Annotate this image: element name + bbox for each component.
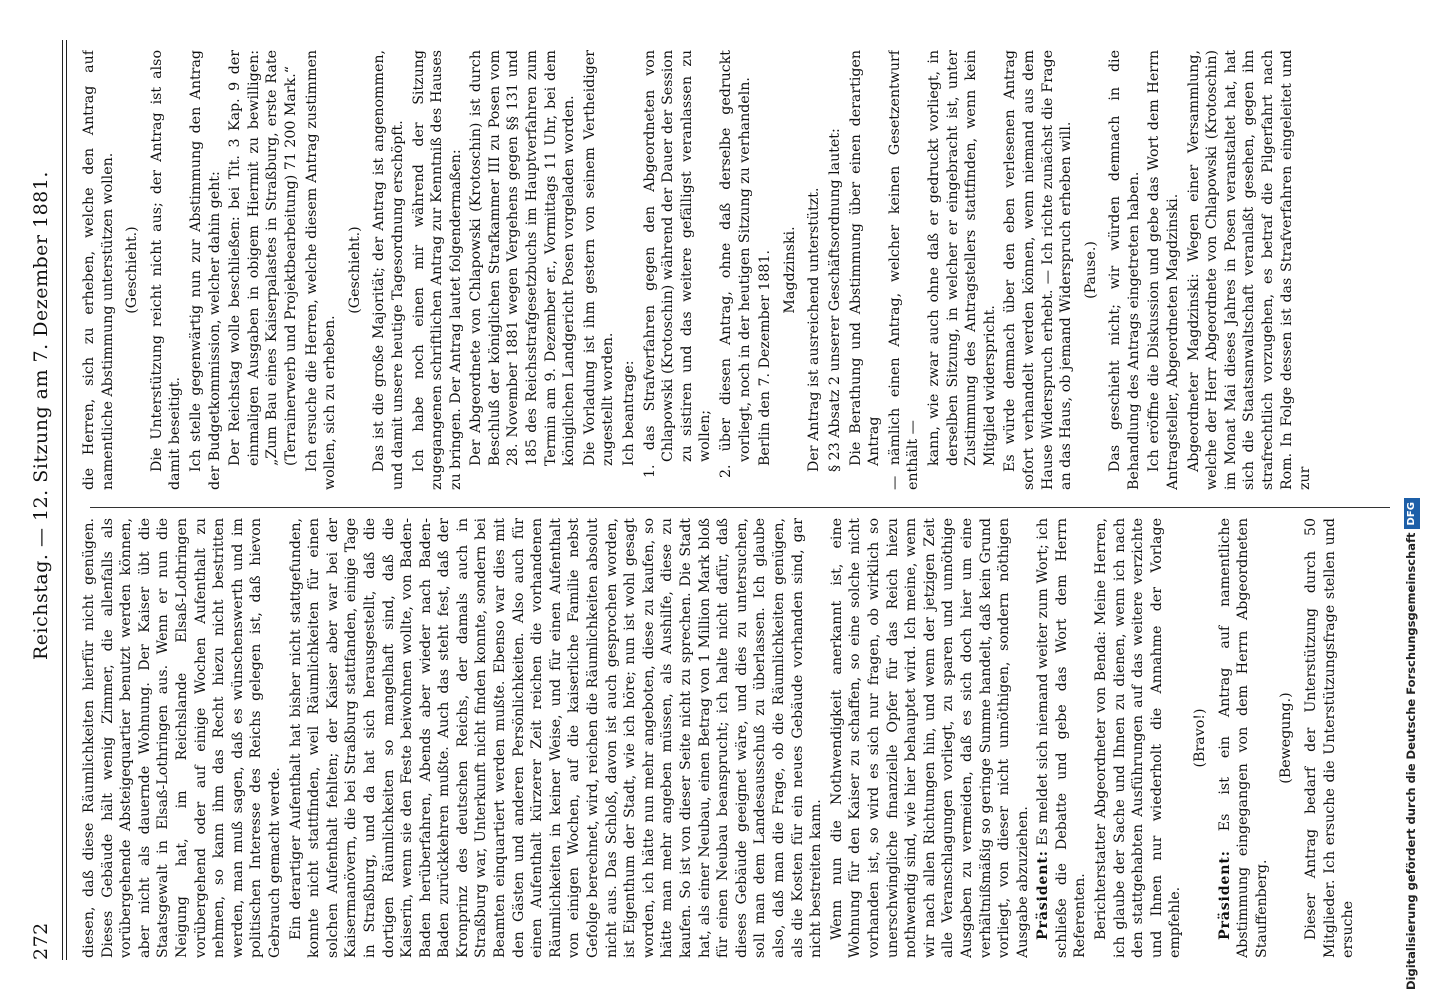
motion-signature: Magdzinski. (781, 226, 798, 314)
motion-text: Der Abgeordnete von Chlapowski (Krotoschin) ist durch Beschluß der königlichen Strafkammer III zu Posen vom 28. November 1881 wegen Vergehens gegen §§ 131 und 185 des Reichsstrafgesetzbuchs im Hauptverfahren zum Termin am 9. Dezember er., Vormittags 11 Uhr, bei dem königlichen Landgericht Posen vorgeladen worden. (468, 50, 578, 466)
speaker-name: Berichterstatter Abgeordneter von Benda: (1093, 630, 1110, 940)
paragraph: Das ist die große Majorität; der Antrag ist angenommen, und damit unsere heutige Tagesordnung erschöpft. (371, 50, 406, 490)
paragraph: Der Antrag ist ausreichend unterstützt. (806, 187, 823, 472)
motion-text: Der Reichstag wolle beschließen: bei Tit. 3 Kap. 9 der einmaligen Ausgaben in obigem Hiermit zu bewilligen: „Zum Bau eines Kaiserpalastes in Straßburg, erste Rate (Terrainerwerb und Projektbearbeitung) 71 200 Mark.“ (227, 50, 299, 466)
paragraph: Ich stelle gegenwärtig nun zur Abstimmung den Antrag der Budgetkommission, welcher dahin geht: (187, 50, 223, 490)
page-header (22, 50, 62, 960)
paragraph: Ich ersuche die Herren, welche diesem Antrag zustimmen wollen, sich zu erheben. (303, 50, 339, 490)
stage-direction: (Geschieht.) (346, 226, 363, 314)
paragraph: Die Unterstützung reicht nicht aus; der Antrag ist also damit beseitigt. (148, 50, 184, 490)
speech-text: Meine Herren, ich glaube der Sache und Ihnen zu dienen, wenn ich nach den stattgehabten Ausführungen auf das weitere verzichte und Ihnen nur wiederholt die Annahme der Vorlage empfehle. (1093, 518, 1184, 958)
speech (1034, 518, 1090, 958)
speech-text: Es ist ein Antrag auf namentliche Abstimmung eingegangen von dem Herrn Abgeordneten Stauffenberg. (1216, 518, 1270, 958)
speech (1092, 518, 1185, 958)
motion-date: Berlin den 7. Dezember 1881. (757, 250, 774, 466)
motion-text: Die Vorladung ist ihm gestern von seinem Vertheidiger zugestellt worden. (581, 50, 617, 466)
motion-text: Ich beantrage: (621, 360, 638, 466)
left-column (80, 518, 1420, 958)
stage-direction: (Geschieht.) (124, 226, 141, 314)
header-rule (62, 40, 63, 960)
rule-quote: Die Berathung und Abstimmung über einen derartigen Antrag (847, 50, 883, 466)
digitization-credit (1400, 10, 1422, 990)
paragraph: Wenn nun die Nothwendigkeit anerkannt ist, eine Wohnung für den Kaiser zu schaffen, so eine solche nicht vorhanden ist, so wird es sich nur fragen, ob wirklich so unerschwingliche finanzielle Opfer für das Reich hiezu nothwendig sind, wie hier behauptet wird. Ich meine, wenn wir nach allen Richtungen hin, und wenn der jetzigen Zeit alle Veranschlagungen vorliegt, zu sparen und unnöthige Ausgaben zu vermeiden, daß es sich doch hier um eine verhältnißmäßig so geringe Summe handelt, daß kein Grund vorliegt, von dieser nicht unnöthigen, sondern nöthigen Ausgabe abzuziehen. (828, 518, 1031, 958)
speaker-name: Präsident: (1035, 850, 1052, 940)
paragraph: Ich habe noch einen mir während der Sitzung zugegangenen schriftlichen Antrag zur Kenntniß des Hauses zu bringen. Der Antrag lautet folgendermaßen: (410, 50, 464, 490)
credit-text: Digitalisierung gefördert durch die Deutsche Forschungsgemeinschaft (1404, 532, 1418, 990)
stage-direction: (Bravo!) (1192, 708, 1209, 768)
paragraph: Ich eröffne die Diskussion und gebe das Wort dem Herrn Antragsteller, Abgeordneten Magdzinski. (1146, 50, 1182, 490)
page-number: 272 (30, 922, 52, 960)
dfg-logo: DFG (1404, 498, 1420, 529)
paragraph: die Herren, sich zu erheben, welche den Antrag auf namentliche Abstimmung unterstützen wollen. (81, 50, 116, 490)
paragraph: Ein derartiger Aufenthalt hat bisher nicht stattgefunden, konnte nicht stattfinden, weil Räumlichkeiten für einen solchen Aufenthalt fehlten; der Kaiser aber war bei der Kaisermanövern, die bei Straßburg stattfanden, einige Tage in Straßburg, und da hat sich herausgestellt, daß die dortigen Räumlichkeiten so mangelhaft sind, daß die Kaiserin, wenn sie den Feste beiwohnen wollte, von Baden-Baden herüberfahren, Abends aber wieder nach Baden-Baden zurückkehren mußte. Auch das steht fest, daß der Kronprinz des deutschen Reichs, der damals auch in Straßburg war, Unterkunft nicht finden konnte, sondern bei Beamten einquartiert werden mußte. Ebenso war dies mit den Gästen und anderen Persönlichkeiten. Also auch für einen Aufenthalt kürzerer Zeit reichen die vorhandenen Räumlichkeiten in keiner Weise, und für einen Aufenthalt von einigen Wochen, auf die kaiserliche Familie nebst Gefolge berechnet, wird, reichen die Räumlichkeiten absolut nicht aus. Das Schloß, davon ist auch gesprochen worden, ist Eigenthum der Stadt, wie ich höre; nun ist wohl gesagt worden, ich hätte nun mehr angeboten, diese zu kaufen, so hätte man mehr angeben müssen, als Aushilfe, diese zu kaufen. So ist von dieser Seite nicht zu sprechen. Die Stadt hat, als einer Neubau, einen Betrag von 1 Million Mark bloß für einen Neubau beansprucht; ich halte nicht dafür, daß dieses Gebäude geeignet wäre, und dies zu untersuchen, soll man dem Landesausschuß zu überlassen. Ich glaube also, daß man die Frage, ob die Räumlichkeiten genügen, als die Kosten für ein neues Gebäude vorhanden sind, gar nicht bestreiten kann. (287, 518, 825, 958)
stage-direction: (Bewegung.) (1278, 692, 1295, 784)
speech-text: Es meldet sich niemand weiter zum Wort; ich schließe die Debatte und gebe das Wort dem Herrn Referenten. (1035, 518, 1089, 958)
stage-direction: (Pause.) (1082, 241, 1099, 299)
paragraph: Es würde demnach über den eben verlesenen Antrag sofort verhandelt werden können, wenn niemand aus dem Hause Widerspruch erhebt. — Ich richte zunächst die Frage an das Haus, ob jemand Widerspruch erheben will. (1002, 50, 1075, 490)
motion-item: 1. das Strafverfahren gegen den Abgeordneten von Chlapowski (Krotoschin) während der Dauer der Session zu sistiren und das weitere gefälligst veranlassen zu wollen; (641, 50, 714, 478)
header-rule (66, 40, 67, 960)
running-title: Reichstag. — 12. Sitzung am 7. Dezember 1881. (30, 171, 52, 660)
rule-quote: kann, wie zwar auch ohne daß er gedruckt vorliegt, in derselben Sitzung, in welcher er eingebracht ist, unter Zustimmung des Antragstellers stattfinden, wenn kein Mitglied widerspricht. (925, 50, 998, 466)
paragraph: § 23 Absatz 2 unserer Geschäftsordnung lautet: (826, 128, 843, 472)
motion-item: 2. über diesen Antrag, ohne daß derselbe gedruckt vorliegt, noch in der heutigen Sitzung zu verhandeln. (718, 50, 753, 478)
paragraph: Das geschieht nicht; wir würden demnach in die Behandlung des Antrags eingetreten haben. (1107, 50, 1142, 490)
column-divider (90, 507, 1390, 508)
paragraph: diesen, daß diese Räumlichkeiten hierfür nicht genügen. Dieses Gebäude hält wenig Zimmer, die allenfalls als vorübergehende Absteigequartier benutzt werden können, aber nicht als dauernde Wohnung. Der Kaiser übt die Staatsgewalt in Elsaß-Lothringen aus. Wenn er nun die Neigung hat, im Reichslande Elsaß-Lothringen vorübergehend oder auf einige Wochen Aufenthalt zu nehmen, so kann ihm das Recht hiezu nicht bestritten werden, man muß sagen, daß es wünschenswerth und im politischen Interesse des Reichs gelegen ist, daß hievon Gebrauch gemacht werde. (81, 518, 283, 958)
speaker-name: Präsident: (1216, 850, 1233, 940)
paragraph: — nämlich einen Antrag, welcher keinen Gesetzentwurf enthält — (886, 50, 922, 490)
paragraph: Abgeordneter Magdzinski: Wegen einer Versammlung, welche der Herr Abgeordnete von Chlapowski (Krotoschin) im Monat Mai dieses Jahres in Posen veranstaltet hat, hat sich die Staatsanwaltschaft veranlaßt gesehen, gegen ihn strafrechtlich vorzugehen, es betraf die Pilgerfahrt nach Rom. In Folge dessen ist das Strafverfahren eingeleitet und zur (1185, 50, 1314, 490)
paragraph: Dieser Antrag bedarf der Unterstützung durch 50 Mitglieder. Ich ersuche die Unterstützungsfrage stellen und ersuche (1303, 518, 1357, 958)
speech (1216, 518, 1272, 958)
right-column (80, 50, 1420, 490)
